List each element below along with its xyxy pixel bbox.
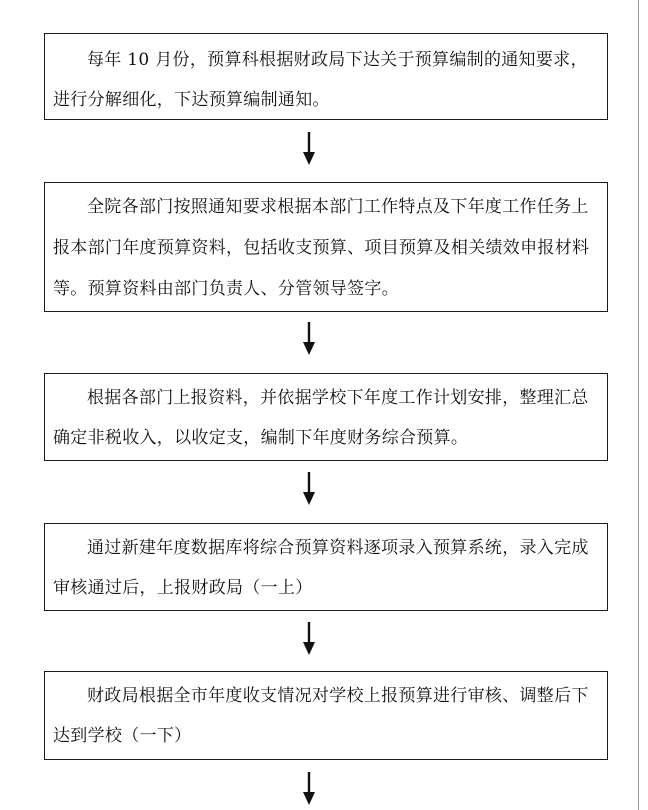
arrow-down-icon — [301, 472, 317, 506]
arrow-down-icon — [301, 322, 317, 356]
flow-step-5-text: 财政局根据全市年度收支情况对学校上报预算进行审核、调整后下达到学校（一下） — [53, 686, 589, 746]
arrow-down-icon — [301, 132, 317, 166]
flow-step-3-text: 根据各部门上报资料，并依据学校下年度工作计划安排，整理汇总确定非税收入，以收定支，编制下年度财务综合预算。 — [53, 388, 589, 448]
flow-step-4-box — [44, 523, 608, 611]
flow-step-5-box — [44, 671, 608, 760]
flow-step-1-text: 每年 10 月份，预算科根据财政局下达关于预算编制的通知要求，进行分解细化，下达预算编制通知。 — [53, 50, 588, 110]
flow-arrow-3 — [301, 472, 317, 506]
page-edge-divider — [638, 0, 648, 810]
flow-arrow-5 — [301, 772, 317, 806]
flow-arrow-4 — [301, 622, 317, 656]
flow-step-2-box — [44, 182, 608, 312]
arrow-down-icon — [301, 772, 317, 806]
flow-step-3-box — [44, 373, 608, 461]
flow-step-1-box — [44, 33, 608, 120]
flow-arrow-1 — [301, 132, 317, 166]
flow-step-4-text: 通过新建年度数据库将综合预算资料逐项录入预算系统，录入完成审核通过后，上报财政局（一上） — [53, 538, 589, 598]
flow-step-2-text: 全院各部门按照通知要求根据本部门工作特点及下年度工作任务上报本部门年度预算资料，包括收支预算、项目预算及相关绩效申报材料等。预算资料由部门负责人、分管领导签字。 — [53, 197, 590, 299]
flow-arrow-2 — [301, 322, 317, 356]
arrow-down-icon — [301, 622, 317, 656]
